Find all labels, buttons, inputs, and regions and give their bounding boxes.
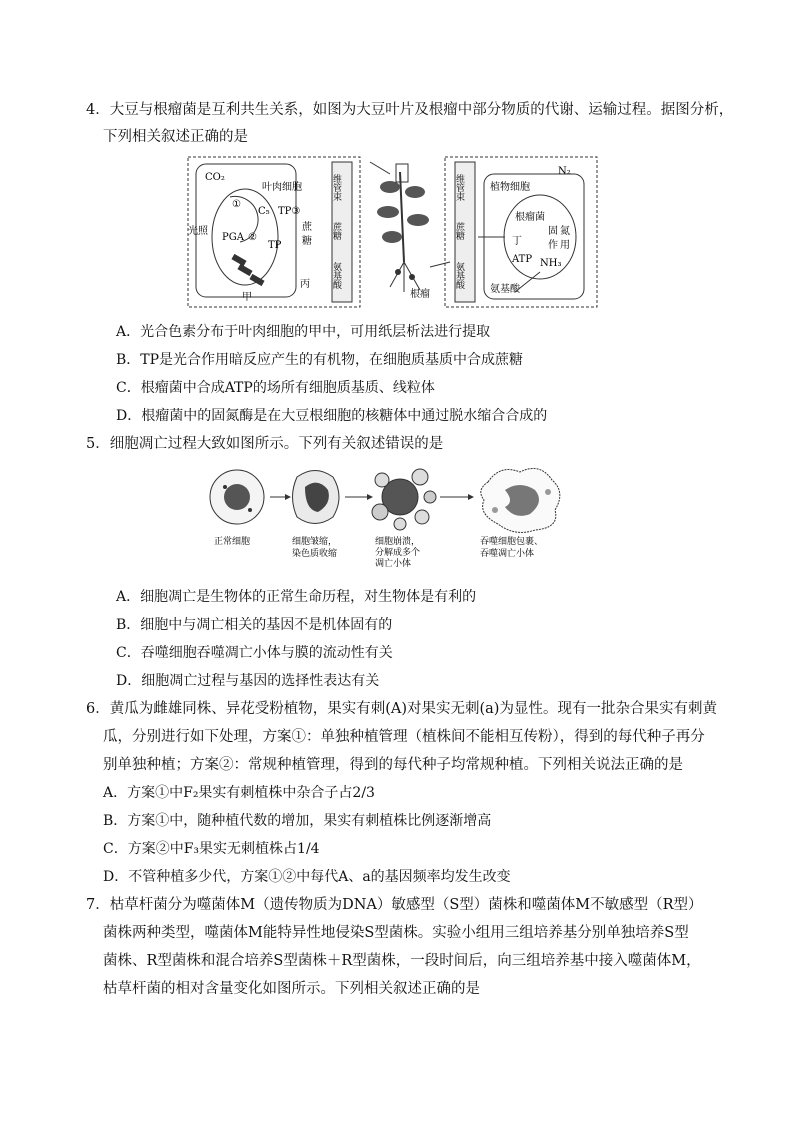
q6-stem-line3: 别单独种植；方案②：常规种植管理，得到的每代种子均常规种植。下列相关说法正确的是 xyxy=(103,757,683,773)
label-burst-1: 细胞崩溃， xyxy=(375,537,421,547)
phagocyte-icon xyxy=(481,468,560,532)
label-rhizobia: 根瘤菌 xyxy=(515,212,545,223)
q5-option-a[interactable]: A．细胞凋亡是生物体的正常生命历程，对生物体是有利的 xyxy=(116,589,477,605)
label-fix3: 作 xyxy=(548,240,558,251)
label-atp: ATP xyxy=(512,254,533,265)
q7-stem-line1: 7．枯草杆菌分为噬菌体M（遗传物质为DNA）敏感型（S型）菌株和噬菌体M不敏感型（R型） xyxy=(86,897,703,913)
label-fix4: 用 xyxy=(560,240,570,251)
label-mesophyll: 叶肉细胞 xyxy=(262,182,302,193)
soybean-plant-icon xyxy=(377,164,429,292)
q4-option-a[interactable]: A．光合色素分布于叶肉细胞的甲中，可用纸层析法进行提取 xyxy=(116,324,491,340)
label-ding: 丁 xyxy=(512,236,522,247)
label-circle1: ① xyxy=(232,199,241,210)
label-aa-left: 氨基酸 xyxy=(331,262,341,289)
label-shrink-2: 染色质收缩 xyxy=(292,549,338,559)
q6-option-c[interactable]: C．方案②中F₃果实无刺植株占1/4 xyxy=(103,841,320,857)
normal-cell-icon xyxy=(210,470,264,524)
label-sucrose2: 糖 xyxy=(302,236,312,247)
label-burst-2: 分解成多个 xyxy=(375,548,421,558)
q6-option-a[interactable]: A．方案①中F₂果实有刺植株中杂合子占2/3 xyxy=(103,785,375,801)
q5-figure xyxy=(0,462,794,572)
q4-option-c[interactable]: C．根瘤菌中合成ATP的场所有细胞质基质、线粒体 xyxy=(116,380,435,396)
apoptotic-bodies-icon xyxy=(372,469,436,530)
label-normal-cell: 正常细胞 xyxy=(214,537,251,547)
label-bing: 丙 xyxy=(300,279,310,290)
q5-stem-line1: 5．细胞凋亡过程大致如图所示。下列有关叙述错误的是 xyxy=(86,436,444,452)
q7-stem-line3: 菌株、R型菌株和混合培养S型菌株＋R型菌株，一段时间后，向三组培养基中接入噬菌体M， xyxy=(103,953,701,969)
label-vascular-left: 维管束 xyxy=(331,174,341,201)
label-tp: TP xyxy=(268,240,282,251)
q7-stem-line2: 菌株两种类型，噬菌体M能特异性地侵染S型菌株。实验小组用三组培养基分别单独培养S型 xyxy=(103,925,689,941)
label-n2: N₂ xyxy=(558,166,571,177)
q5-option-b[interactable]: B．细胞中与凋亡相关的基因不是机体固有的 xyxy=(116,617,393,633)
label-root-nodule: 根瘤 xyxy=(410,289,430,300)
label-fix2: 氮 xyxy=(560,226,570,237)
label-nh3: NH₃ xyxy=(540,258,562,269)
q4-figure xyxy=(0,152,794,312)
label-burst-3: 凋亡小体 xyxy=(375,559,412,569)
label-plant-cell: 植物细胞 xyxy=(490,182,530,193)
label-sucrose-right: 蔗糖 xyxy=(454,222,464,240)
label-fix1: 固 xyxy=(548,226,558,237)
q6-stem-line2: 瓜，分别进行如下处理，方案①：单独种植管理（植株间不能相互传粉），得到的每代种子再分 xyxy=(103,729,705,745)
q6-option-b[interactable]: B．方案①中，随种植代数的增加，果实有刺植株比例逐渐增高 xyxy=(103,813,492,829)
label-aa-right: 氨基酸 xyxy=(454,262,464,289)
q5-option-d[interactable]: D．细胞凋亡过程与基因的选择性表达有关 xyxy=(116,673,380,689)
label-phagocyte-2: 吞噬凋亡小体 xyxy=(480,549,535,559)
q4-stem-line1: 4．大豆与根瘤菌是互利共生关系，如图为大豆叶片及根瘤中部分物质的代谢、运输过程。据图分析， xyxy=(86,102,734,118)
q4-option-d[interactable]: D．根瘤菌中的固氮酶是在大豆根细胞的核糖体中通过脱水缩合合成的 xyxy=(116,408,548,424)
q6-option-d[interactable]: D．不管种植多少代，方案①②中每代A、a的基因频率均发生改变 xyxy=(103,869,511,885)
q4-stem-line2: 下列相关叙述正确的是 xyxy=(103,129,248,145)
label-light: 光照 xyxy=(188,226,208,237)
thylakoid-stack-icon xyxy=(231,254,264,286)
q6-stem-line1: 6．黄瓜为雌雄同株、异花受粉植物，果实有刺(A)对果实无刺(a)为显性。现有一批杂合果实有刺黄 xyxy=(86,701,717,717)
label-circle2: ② xyxy=(248,232,257,243)
label-vascular-right: 维管束 xyxy=(454,174,464,201)
label-tp3: TP③ xyxy=(278,206,301,217)
q4-option-b[interactable]: B．TP是光合作用暗反应产生的有机物，在细胞质基质中合成蔗糖 xyxy=(116,352,524,368)
label-phagocyte-1: 吞噬细胞包裹、 xyxy=(480,537,544,547)
label-pga: PGA xyxy=(222,232,244,243)
label-sucrose-vascular-left: 蔗糖 xyxy=(331,222,341,240)
label-shrink-1: 细胞皱缩， xyxy=(292,537,338,547)
label-aa-bottom: 氨基酸 xyxy=(490,284,520,295)
q7-stem-line4: 枯草杆菌的相对含量变化如图所示。下列相关叙述正确的是 xyxy=(103,981,480,997)
label-jia: 甲 xyxy=(242,292,252,303)
label-sucrose1: 蔗 xyxy=(302,222,312,233)
q5-option-c[interactable]: C．吞噬细胞吞噬凋亡小体与膜的流动性有关 xyxy=(116,645,393,661)
label-c5: C₅ xyxy=(258,206,270,217)
label-co2: CO₂ xyxy=(205,172,225,183)
shrinking-cell-icon xyxy=(293,471,340,524)
